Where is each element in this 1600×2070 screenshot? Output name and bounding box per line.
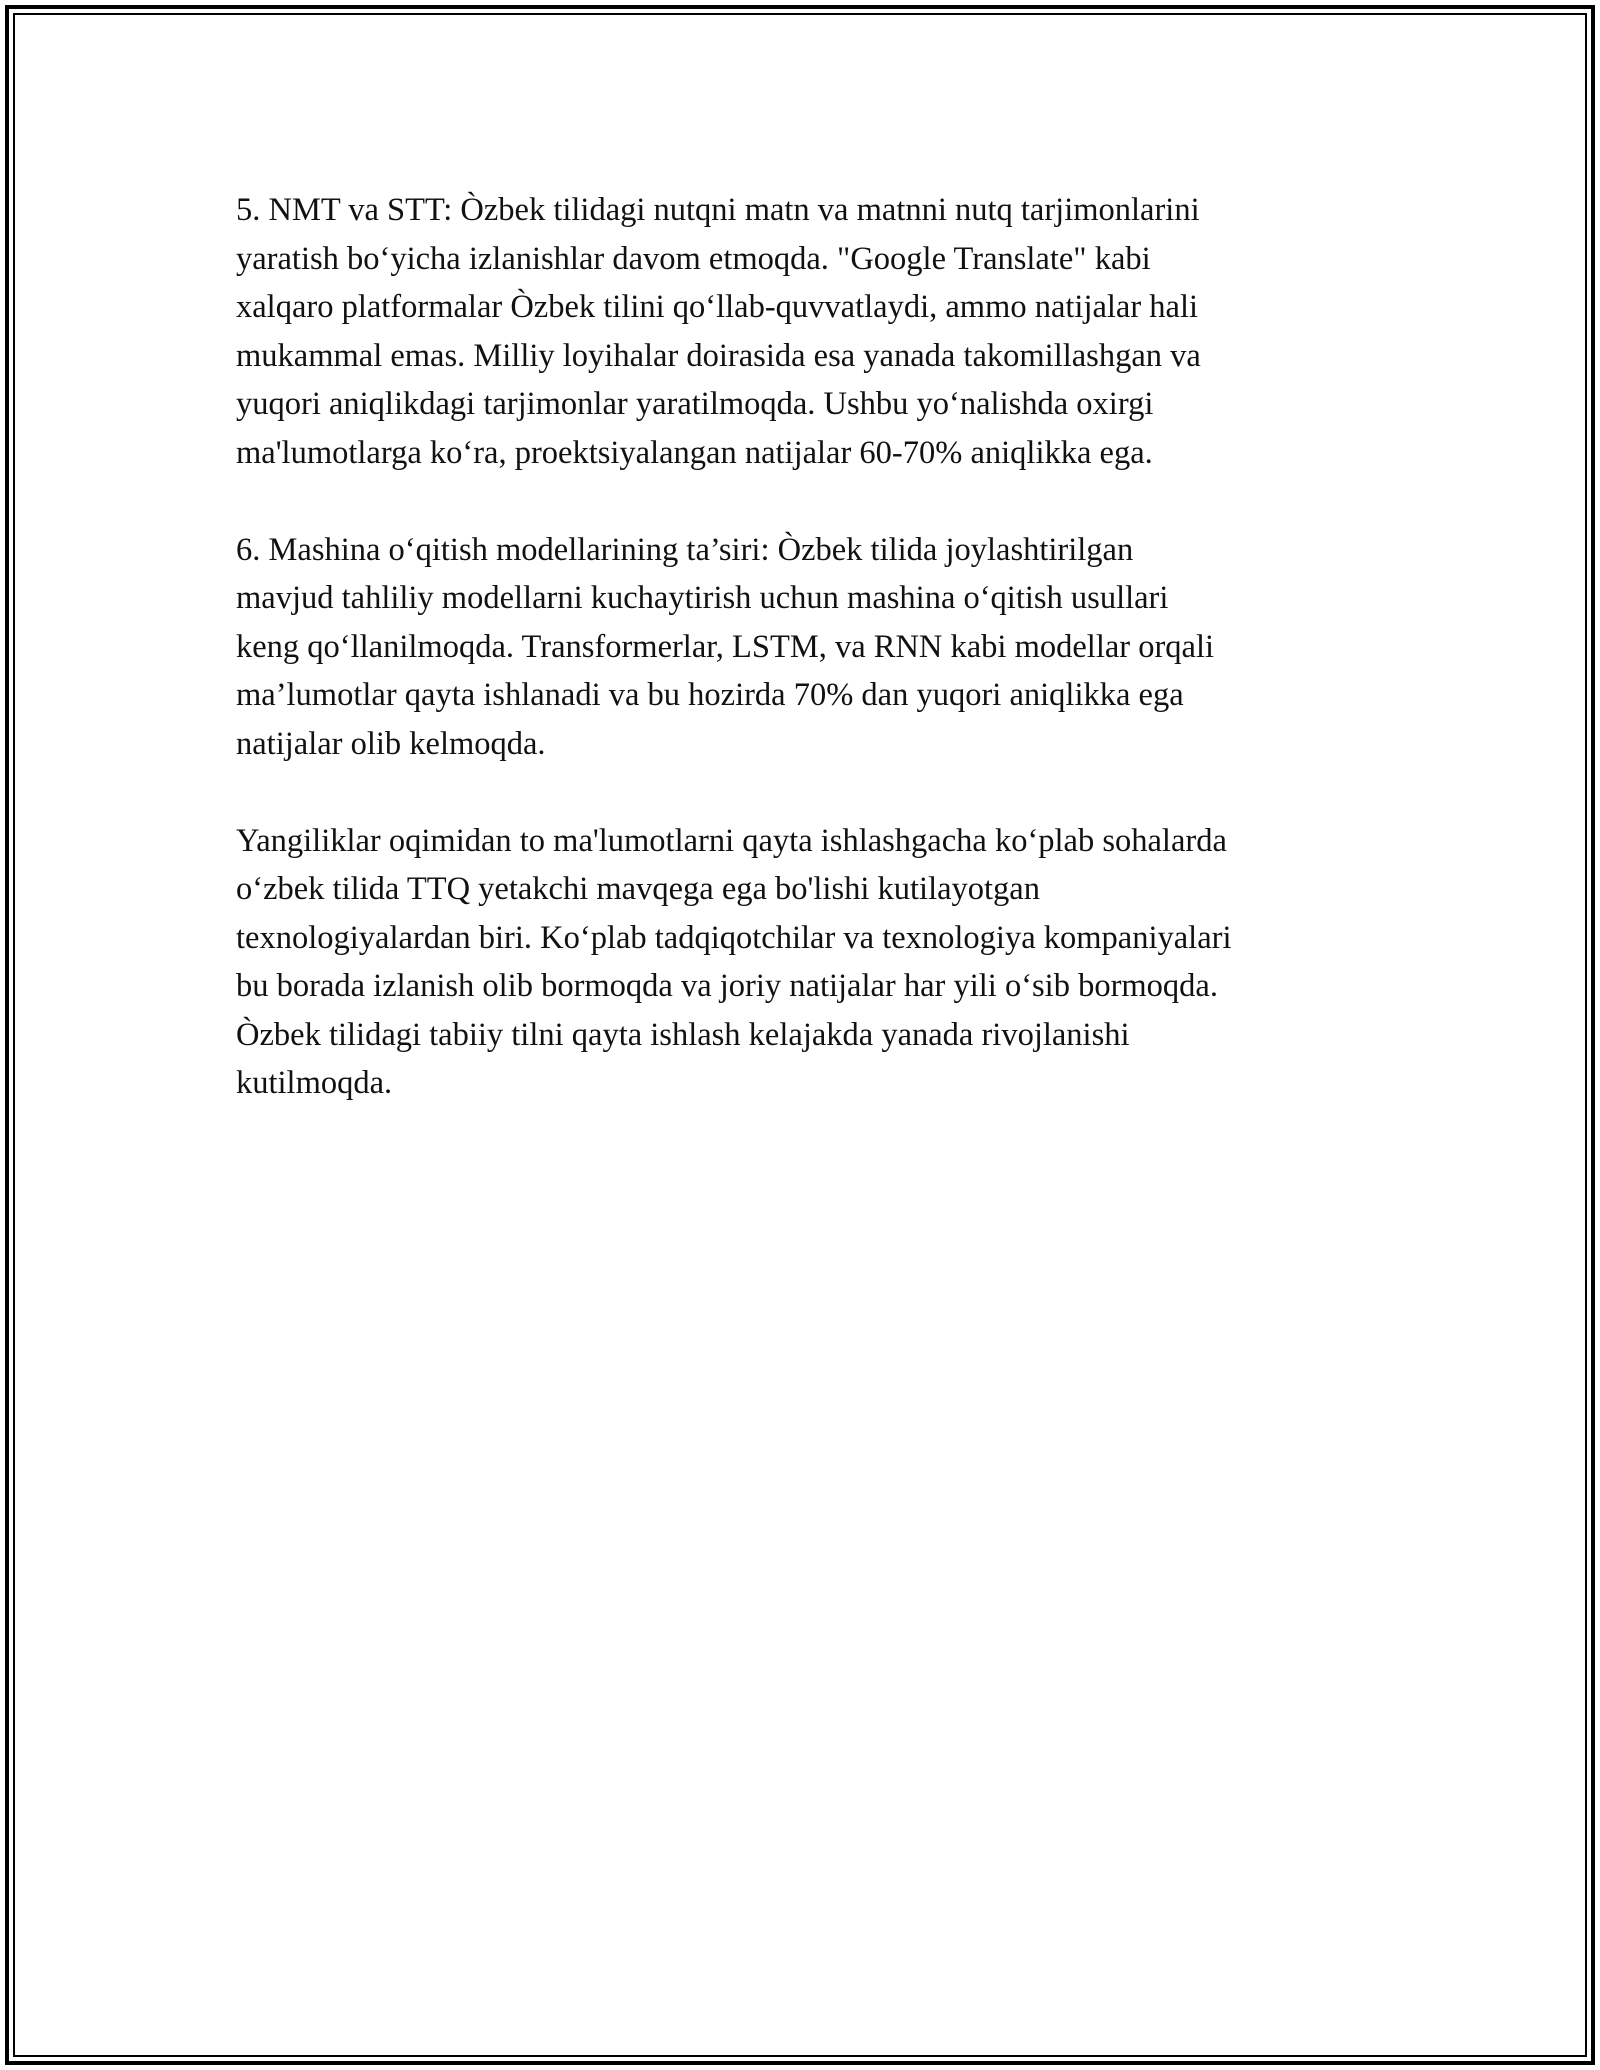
text-line: mukammal emas. Milliy loyihalar doirasida esa yanada takomillashgan va xyxy=(236,337,1201,374)
paragraph-conclusion xyxy=(236,817,1376,1108)
text-line: xalqaro platformalar Òzbek tilini qo‘llab-quvvatlaydi, ammo natijalar hali xyxy=(236,289,1199,325)
text-line: texnologiyalardan biri. Ko‘plab tadqiqotchilar va texnologiya kompaniyalari xyxy=(236,919,1232,956)
document-body xyxy=(236,186,1376,1156)
text-line: yuqori aniqlikdagi tarjimonlar yaratilmoqda. Ushbu yo‘nalishda oxirgi xyxy=(236,386,1154,422)
text-line: kutilmoqda. xyxy=(236,1065,393,1101)
text-line: 5. NMT va STT: Òzbek tilidagi nutqni matn va matnni nutq tarjimonlarini xyxy=(236,192,1200,228)
text-line: 6. Mashina o‘qitish modellarining ta’siri: Òzbek tilida joylashtirilgan xyxy=(236,531,1134,568)
text-line: keng qo‘llanilmoqda. Transformerlar, LSTM, va RNN kabi modellar orqali xyxy=(236,628,1215,665)
text-line: Yangiliklar oqimidan to ma'lumotlarni qayta ishlashgacha ko‘plab sohalarda xyxy=(236,822,1227,859)
text-line: yaratish bo‘yicha izlanishlar davom etmoqda. "Google Translate" kabi xyxy=(236,240,1151,277)
text-line: bu borada izlanish olib bormoqda va joriy natijalar har yili o‘sib bormoqda. xyxy=(236,968,1218,1004)
text-line: ma'lumotlarga ko‘ra, proektsiyalangan natijalar 60-70% aniqlikka ega. xyxy=(236,434,1153,471)
text-line: Òzbek tilidagi tabiiy tilni qayta ishlash kelajakda yanada rivojlanishi xyxy=(236,1016,1130,1053)
paragraph-nmt-stt xyxy=(236,186,1376,477)
text-line: o‘zbek tilida TTQ yetakchi mavqega ega bo'lishi kutilayotgan xyxy=(236,871,1040,907)
paragraph-machine-learning xyxy=(236,526,1376,769)
text-line: mavjud tahliliy modellarni kuchaytirish uchun mashina o‘qitish usullari xyxy=(236,580,1169,616)
text-line: ma’lumotlar qayta ishlanadi va bu hozirda 70% dan yuqori aniqlikka ega xyxy=(236,677,1184,713)
text-line: natijalar olib kelmoqda. xyxy=(236,725,546,762)
